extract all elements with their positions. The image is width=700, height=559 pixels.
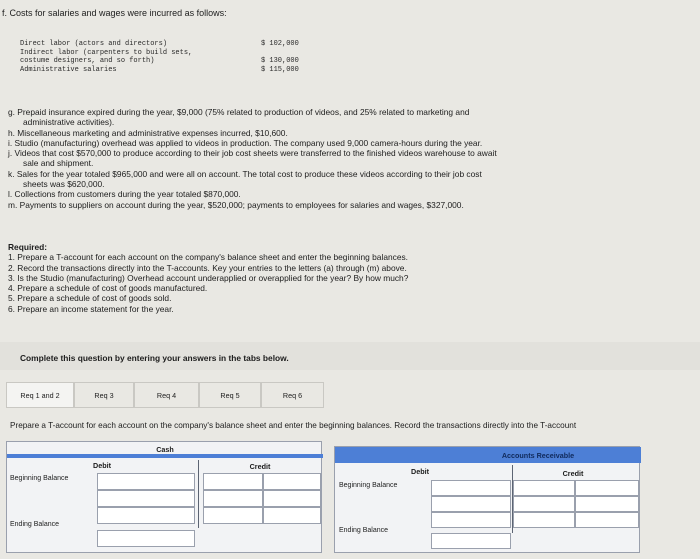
ar-credit-input[interactable] [575, 480, 639, 496]
ar-credit-input[interactable] [575, 512, 639, 528]
t-account-cash [6, 441, 322, 553]
question-bar [0, 342, 700, 370]
transaction-item: k. Sales for the year totaled $965,000 and were all on account. The total cost to produce these videos according to their job cost [8, 168, 482, 179]
required-line: 6. Prepare an income statement for the year. [8, 303, 174, 314]
tab-req-3[interactable]: Req 3 [74, 382, 134, 408]
required-line: 4. Prepare a schedule of cost of goods manufactured. [8, 283, 208, 294]
ar-ending-balance-input[interactable] [431, 533, 511, 549]
ar-credit-input[interactable] [575, 496, 639, 512]
required-heading: Required: [8, 242, 48, 252]
debit-header: Debit [411, 467, 429, 476]
cash-debit-input[interactable] [97, 490, 195, 507]
transaction-item: l. Collections from customers during the year totaled $870,000. [8, 189, 241, 200]
ar-beginning-debit-input[interactable] [431, 480, 511, 496]
transaction-item: m. Payments to suppliers on account during the year, $520,000; payments to employees for salaries and wages, $327,000. [8, 199, 464, 210]
t-account-divider [198, 460, 199, 528]
t-account-divider [512, 465, 513, 533]
ar-debit-input[interactable] [431, 512, 511, 528]
cash-credit-ref-input[interactable] [203, 490, 263, 507]
tab-req-1-and-2[interactable]: Req 1 and 2 [6, 382, 74, 408]
ar-credit-ref-input[interactable] [513, 480, 575, 496]
transaction-item-cont: sale and shipment. [23, 158, 94, 169]
cash-debit-input[interactable] [97, 507, 195, 524]
ar-credit-ref-input[interactable] [513, 496, 575, 512]
transaction-item-cont: sheets was $620,000. [23, 179, 105, 190]
required-line: 2. Record the transactions directly into the T-accounts. Key your entries to the letters (a) through (m) above. [8, 262, 407, 273]
required-line: 5. Prepare a schedule of cost of goods sold. [8, 293, 172, 304]
cash-credit-input[interactable] [263, 507, 321, 524]
transaction-item: j. Videos that cost $570,000 to produce according to their job cost sheets were transferred to the finished videos warehouse to await [8, 148, 497, 159]
ending-balance-label: Ending Balance [10, 521, 60, 528]
tab-req-4[interactable]: Req 4 [134, 382, 199, 408]
credit-header: Credit [562, 469, 584, 478]
transaction-list [8, 107, 648, 210]
beginning-balance-label: Beginning Balance [10, 475, 69, 482]
cash-credit-input[interactable] [263, 473, 321, 490]
transaction-item-cont: administrative activities). [23, 117, 115, 128]
required-section [8, 242, 408, 314]
debit-header: Debit [93, 461, 111, 470]
cash-credit-ref-input[interactable] [203, 507, 263, 524]
t-account-header-bar [7, 454, 323, 458]
problem-intro: f. Costs for salaries and wages were incurred as follows: [2, 8, 227, 18]
required-line: 1. Prepare a T-account for each account on the company's balance sheet and enter the beginning balances. [8, 252, 408, 263]
ending-balance-label: Ending Balance [339, 527, 389, 534]
t-account-accounts-receivable [334, 446, 640, 553]
credit-header: Credit [249, 462, 271, 471]
cash-beginning-debit-input[interactable] [97, 473, 195, 490]
required-line: 3. Is the Studio (manufacturing) Overhead account underapplied or overapplied for the year? By how much? [8, 272, 409, 283]
transaction-item: h. Miscellaneous marketing and administrative expenses incurred, $10,600. [8, 127, 288, 138]
cash-credit-input[interactable] [263, 490, 321, 507]
ar-debit-input[interactable] [431, 496, 511, 512]
instruction-text: Prepare a T-account for each account on the company's balance sheet and enter the beginning balances. Record the transactions directly into the T-account [10, 421, 577, 430]
ar-credit-ref-input[interactable] [513, 512, 575, 528]
tab-req-6[interactable]: Req 6 [261, 382, 324, 408]
tab-strip [0, 382, 700, 410]
transaction-item: g. Prepaid insurance expired during the year, $9,000 (75% related to production of videos, and 25% related to marketing and [8, 107, 470, 117]
tab-req-5[interactable]: Req 5 [199, 382, 261, 408]
beginning-balance-label: Beginning Balance [339, 482, 398, 489]
t-account-title: Accounts Receivable [501, 451, 575, 460]
cash-ending-balance-input[interactable] [97, 530, 195, 547]
t-account-title: Cash [156, 445, 174, 454]
transaction-item: i. Studio (manufacturing) overhead was applied to videos in production. The company used 9,000 camera-hours during the year. [8, 137, 483, 148]
question-bar-text: Complete this question by entering your answers in the tabs below. [20, 353, 289, 363]
cash-credit-ref-input[interactable] [203, 473, 263, 490]
